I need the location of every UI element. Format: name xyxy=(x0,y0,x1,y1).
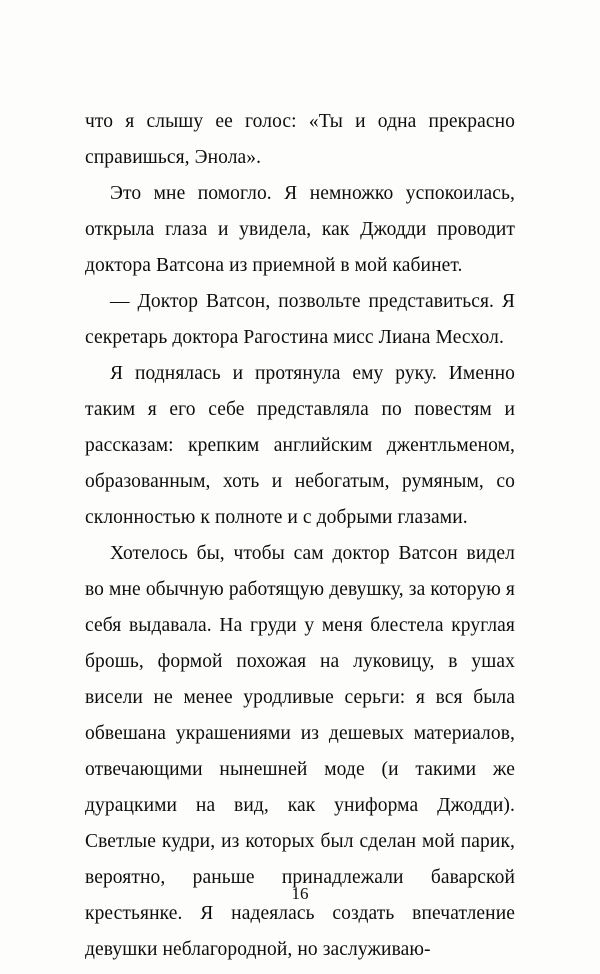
page-number: 16 xyxy=(291,884,309,903)
page-text-block xyxy=(85,104,515,968)
paragraph-3-dialogue: — Доктор Ватсон, позвольте представиться. Я секретарь доктора Рагостина мисс Лиана Месхол. xyxy=(85,291,515,348)
paragraph-2: Это мне помогло. Я немножко успокоилась, открыла глаза и увидела, как Джодди проводит доктора Ватсона из приемной в мой кабинет. xyxy=(85,183,515,276)
paragraph-4: Я поднялась и протянула ему руку. Именно таким я его себе представляла по повестям и рассказам: крепким английским джентльменом, образованным, хоть и небогатым, румяным, со склонностью к полноте и с добрыми глазами. xyxy=(85,363,515,528)
paragraph-1: что я слышу ее голос: «Ты и одна прекрасно справишься, Энола». xyxy=(85,111,515,168)
paragraph-5: Хотелось бы, чтобы сам доктор Ватсон видел во мне обычную работящую девушку, за которую я себя выдавала. На груди у меня блестела круглая брошь, формой похожая на луковицу, в ушах висели не менее уродливые серьги: я вся была обвешана украшениями из дешевых материалов, отвечающими нынешней моде (и такими же дурацкими на вид, как униформа Джодди). Светлые кудри, из которых был сделан мой парик, вероятно, раньше принадлежали баварской крестьянке. Я надеялась создать впечатление девушки неблагородной, но заслуживаю- xyxy=(85,543,515,960)
